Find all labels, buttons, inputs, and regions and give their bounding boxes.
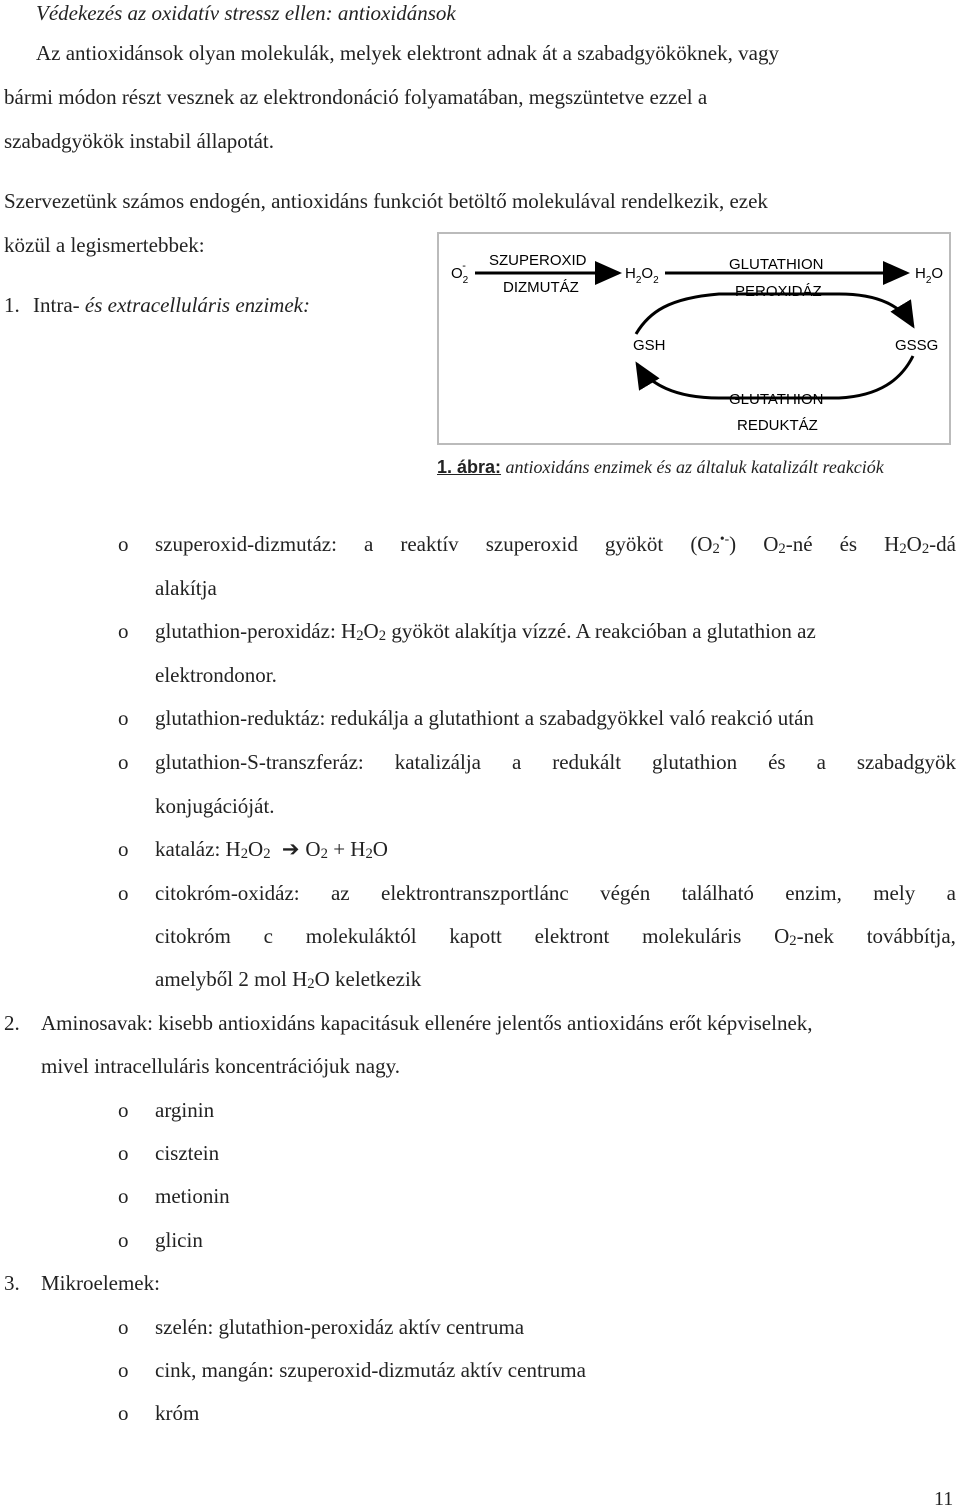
enzyme-gr-line: glutathion-reduktáz: redukálja a glutathiont a szabadgyökkel való reakció után: [155, 706, 814, 730]
word: továbbítja,: [866, 924, 956, 948]
bullet-marker: o: [118, 1141, 129, 1165]
word: a: [511, 750, 522, 774]
cycle-top-arc: [636, 294, 913, 334]
caption-label: 1. ábra:: [437, 457, 502, 477]
enzyme-gpx-line-1: glutathion-peroxidáz: $H_2O_2$ gyököt alakítja vízzé. A reakcióban a glutathion az: [155, 619, 816, 645]
caption-text: antioxidáns enzimek és az általuk katalizált reakciók: [505, 457, 884, 477]
word: citokróm-oxidáz:: [155, 881, 300, 905]
enzyme-catalase-line: kataláz: $H_2O_2$ ➔ $O_2 + H_2O$: [155, 837, 388, 863]
reaction-arrow-icon: ➔: [281, 837, 300, 861]
section1-number: 1.: [4, 293, 20, 317]
h2o-label: $H_2O$: [915, 265, 944, 286]
section3-title: Mikroelemek:: [41, 1271, 160, 1295]
word: szuperoxid: [485, 532, 578, 556]
list-item: glicin: [155, 1228, 203, 1252]
gssg-label: GSSG: [895, 337, 939, 354]
word: gyököt: [604, 532, 664, 556]
enzyme-cox-line-1: [155, 880, 956, 906]
enzyme-cox-line-2: [155, 923, 956, 949]
word: szuperoxid-dizmutáz:: [155, 532, 337, 556]
list-item: arginin: [155, 1098, 215, 1122]
gr-label-1: GLUTATHION: [729, 391, 824, 408]
word: citokróm: [155, 924, 231, 948]
bullet-marker: o: [118, 750, 129, 774]
intro-line-2: bármi módon részt vesznek az elektrondonáció folyamatában, megszüntetve ezzel a: [4, 85, 708, 109]
intro-line-3: szabadgyökök instabil állapotát.: [4, 129, 275, 153]
bullet-marker: o: [118, 1184, 129, 1208]
para2-line-2: közül a legismertebbek:: [4, 233, 205, 257]
o2-formula: $O_2-né$: [763, 532, 813, 558]
list-item: szelén: glutathion-peroxidáz aktív centruma: [155, 1315, 525, 1339]
bullet-marker: o: [118, 881, 129, 905]
section3-number: 3.: [4, 1271, 20, 1295]
section1-title-italic: és extracelluláris enzimek:: [84, 293, 310, 317]
enzyme-gst-line-1: [155, 749, 956, 775]
section2-number: 2.: [4, 1011, 20, 1035]
bullet-marker: o: [118, 1228, 129, 1252]
sod-label-1: SZUPEROXID: [489, 252, 587, 269]
word: elektront: [534, 924, 610, 948]
word: található: [681, 881, 754, 905]
word: az: [330, 881, 350, 905]
sod-label-2: DIZMUTÁZ: [503, 279, 579, 296]
bullet-marker: o: [118, 1358, 129, 1382]
gpx-label-2: PEROXIDÁZ: [735, 283, 822, 300]
list-item: cink, mangán: szuperoxid-dizmutáz aktív centruma: [155, 1358, 586, 1382]
gsh-label: GSH: [633, 337, 666, 354]
word: a: [363, 532, 374, 556]
section2-line-2: mivel intracelluláris koncentrációjuk nagy.: [41, 1054, 401, 1078]
bullet-marker: o: [118, 619, 129, 643]
enzyme-gpx-line-2: elektrondonor.: [155, 663, 277, 687]
word: mely: [873, 881, 916, 905]
word: molekuláris: [642, 924, 742, 948]
word: a: [816, 750, 826, 774]
bullet-marker: o: [118, 532, 129, 556]
word: redukált: [552, 750, 622, 774]
enzyme-sod-line-2: alakítja: [155, 576, 217, 600]
enzyme-reaction-diagram: [439, 234, 949, 443]
gr-label-2: REDUKTÁZ: [737, 417, 818, 434]
word: kapott: [449, 924, 502, 948]
word: végén: [600, 881, 651, 905]
enzyme-cox-line-3: amelyből 2 mol $H_2O$ keletkezik: [155, 967, 422, 993]
o2-label: $O_2-$: [451, 260, 469, 286]
intro-line-1: Az antioxidánsok olyan molekulák, melyek elektront adnak át a szabadgyököknek, vagy: [36, 41, 779, 65]
word: katalizálja: [394, 750, 481, 774]
word: glutathion-S-transzferáz:: [155, 750, 364, 774]
word: és: [839, 532, 858, 556]
word: reaktív: [400, 532, 459, 556]
para2-line-1: Szervezetünk számos endogén, antioxidáns funkciót betöltő molekulával rendelkezik, ezek: [4, 189, 768, 213]
list-item: króm: [155, 1401, 200, 1425]
bullet-marker: o: [118, 1315, 129, 1339]
superoxide-formula: $(O_2^{•-})$: [690, 531, 737, 558]
o2-formula: $O_2$-nek: [774, 924, 834, 950]
word: és: [768, 750, 786, 774]
enzyme-figure: [437, 232, 951, 445]
word: c: [263, 924, 273, 948]
bullet-marker: o: [118, 1401, 129, 1425]
bullet-marker: o: [118, 1098, 129, 1122]
word: a: [946, 881, 956, 905]
word: elektrontranszportlánc: [381, 881, 569, 905]
enzyme-gst-line-2: konjugációját.: [155, 794, 275, 818]
bullet-marker: o: [118, 706, 129, 730]
word: molekuláktól: [305, 924, 417, 948]
word: glutathion: [651, 750, 738, 774]
enzyme-sod-line-1: [155, 531, 956, 557]
word: enzim,: [785, 881, 842, 905]
h2o2-label: $H_2O_2$: [625, 265, 659, 286]
section-heading: Védekezés az oxidatív stressz ellen: antioxidánsok: [36, 1, 456, 25]
list-item: metionin: [155, 1184, 230, 1208]
bullet-marker: o: [118, 837, 129, 861]
list-item: cisztein: [155, 1141, 220, 1165]
section2-line-1: Aminosavak: kisebb antioxidáns kapacitásuk ellenére jelentős antioxidáns erőt képviselnek,: [41, 1011, 813, 1035]
h2o2-formula: $H_2O_2-dá$: [884, 532, 956, 558]
word: szabadgyök: [856, 750, 956, 774]
figure-caption: [437, 457, 884, 478]
section1-title-plain: Intra-: [33, 293, 80, 317]
page-number: 11: [934, 1488, 954, 1510]
section1-heading: [4, 292, 310, 318]
gpx-label-1: GLUTATHION: [729, 256, 824, 273]
